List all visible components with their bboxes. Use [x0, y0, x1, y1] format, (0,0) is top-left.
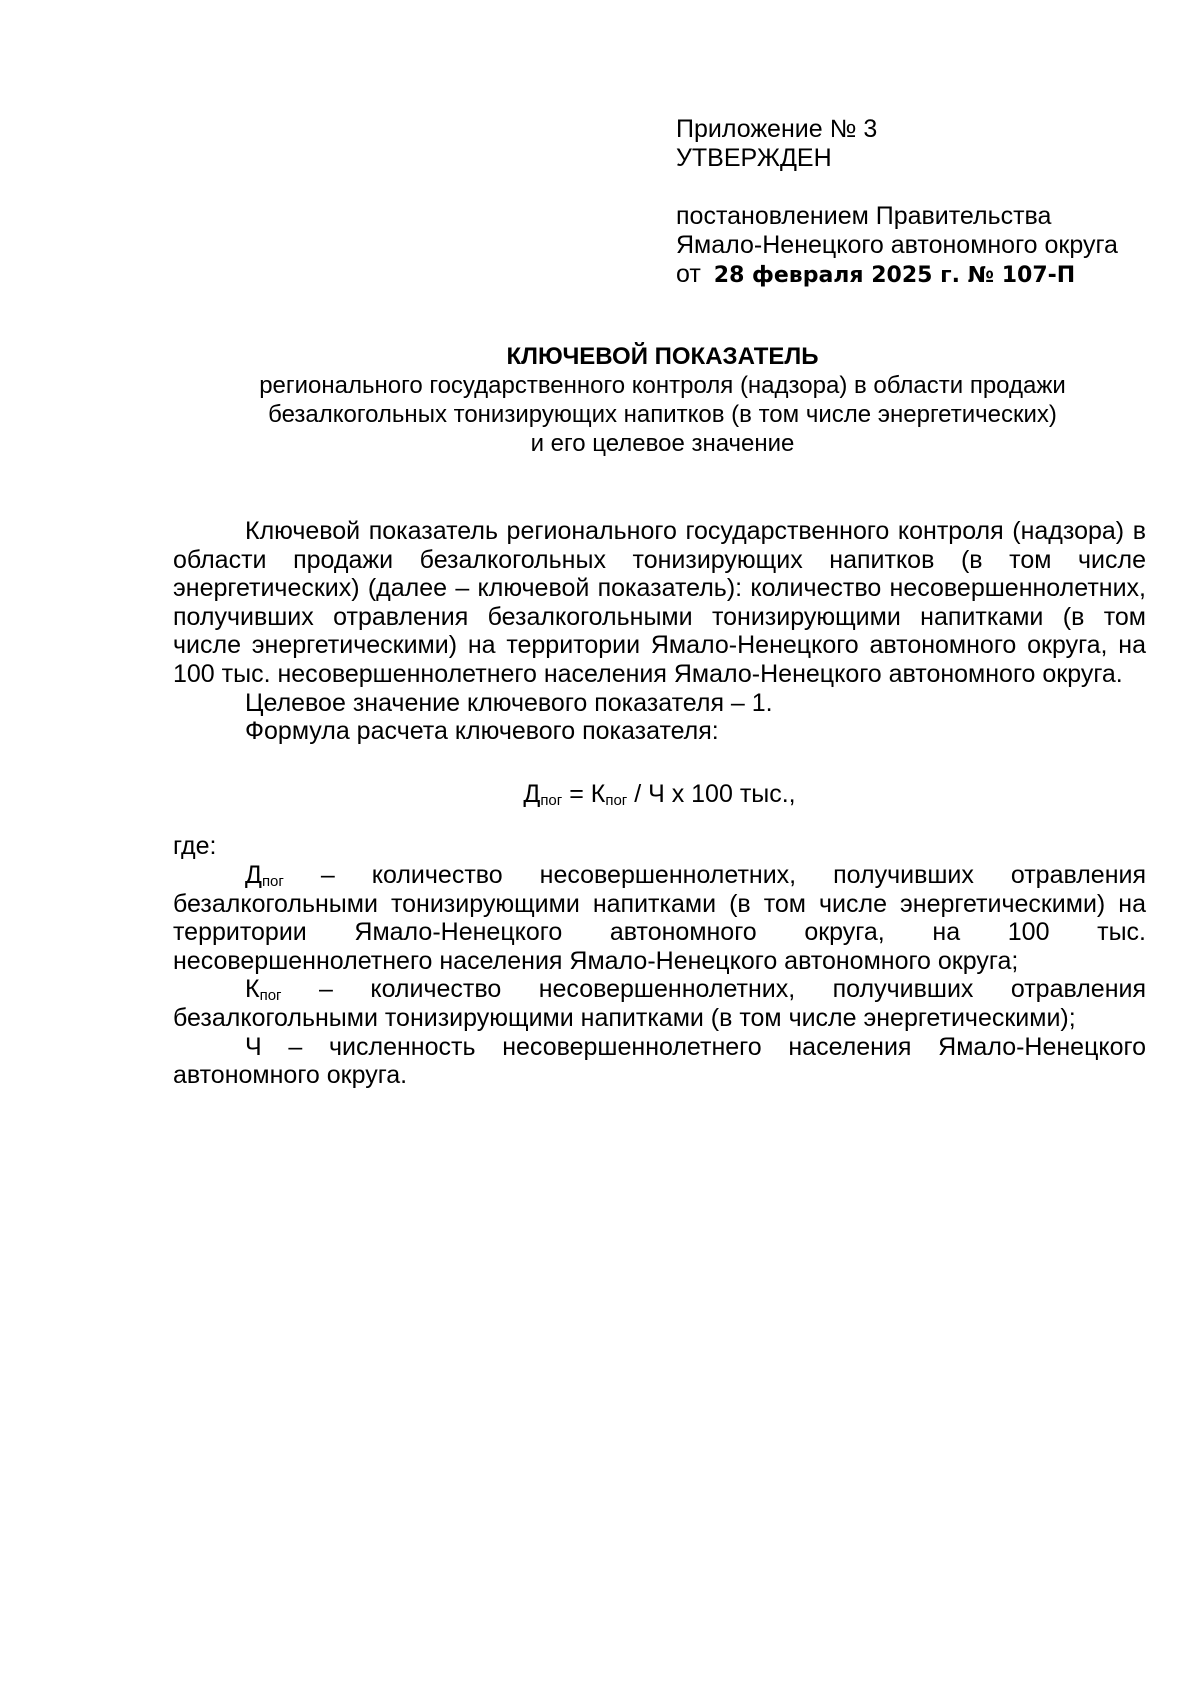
- definition-ch: [173, 1033, 1146, 1090]
- date-value: 28 февраля 2025 г. № 107-П: [713, 263, 1076, 288]
- definition-d: [173, 861, 1146, 975]
- approval-header: [676, 115, 1118, 290]
- formula-equals: =: [562, 779, 591, 808]
- appendix-number: Приложение № 3: [676, 115, 878, 143]
- key-indicator-paragraph: Ключевой показатель регионального государственного контроля (надзора) в области продажи безалкогольных тонизирующих напитков (в том числе энергетических) (далее – ключевой показатель): количество несовершеннолетних, получивших отравления безалкогольными тонизирующими напитками (в том числе энергетическими) на территории Ямало-Ненецкого автономного округа, на 100 тыс. несовершеннолетнего населения Ямало-Ненецкого автономного округа.: [173, 517, 1146, 688]
- document-title: [150, 342, 1175, 458]
- definition-ch-text: – численность несовершеннолетнего населения Ямало-Ненецкого автономного округа.: [173, 1032, 1146, 1090]
- definition-d-text: – количество несовершеннолетних, получивших отравления безалкогольными тонизирующими напитками (в том числе энергетическими) на территории Ямало-Ненецкого автономного округа, на 100 тыс. несовершеннолетнего населения Ямало-Ненецкого автономного округа;: [173, 860, 1146, 975]
- date-prefix: от: [676, 260, 701, 288]
- title-main: КЛЮЧЕВОЙ ПОКАЗАТЕЛЬ: [506, 343, 819, 370]
- definition-d-symbol: Д: [245, 860, 262, 889]
- decree-line-2: Ямало-Ненецкого автономного округа: [676, 231, 1118, 259]
- definition-ch-symbol: Ч: [245, 1032, 262, 1061]
- header-spacer: [676, 173, 1118, 202]
- definition-k-sub: пог: [259, 987, 282, 1005]
- title-line-3: и его целевое значение: [530, 430, 795, 457]
- decree-date-line: [676, 260, 1118, 290]
- formula-k: К: [590, 779, 606, 808]
- definition-k-symbol: К: [245, 975, 260, 1004]
- title-line-1: регионального государственного контроля (надзора) в области продажи: [259, 372, 1066, 399]
- formula-k-sub: пог: [605, 791, 628, 809]
- title-line-2: безалкогольных тонизирующих напитков (в том числе энергетических): [268, 401, 1057, 428]
- formula-rest: / Ч х 100 тыс.,: [627, 779, 796, 808]
- approved-stamp: УТВЕРЖДЕН: [676, 144, 832, 172]
- formula: [173, 780, 1146, 809]
- formula-d-sub: пог: [540, 791, 563, 809]
- target-value-paragraph: Целевое значение ключевого показателя – 1.: [245, 688, 773, 717]
- definition-d-sub: пог: [261, 872, 284, 890]
- definition-k-text: – количество несовершеннолетних, получивших отравления безалкогольными тонизирующими напитками (в том числе энергетическими);: [173, 975, 1146, 1032]
- document-body: [173, 517, 1146, 1090]
- decree-line-1: постановлением Правительства: [676, 202, 1052, 230]
- formula-d: Д: [523, 779, 541, 808]
- where-label: где:: [173, 832, 217, 861]
- formula-intro: Формула расчета ключевого показателя:: [245, 717, 719, 746]
- definition-k: [173, 975, 1146, 1032]
